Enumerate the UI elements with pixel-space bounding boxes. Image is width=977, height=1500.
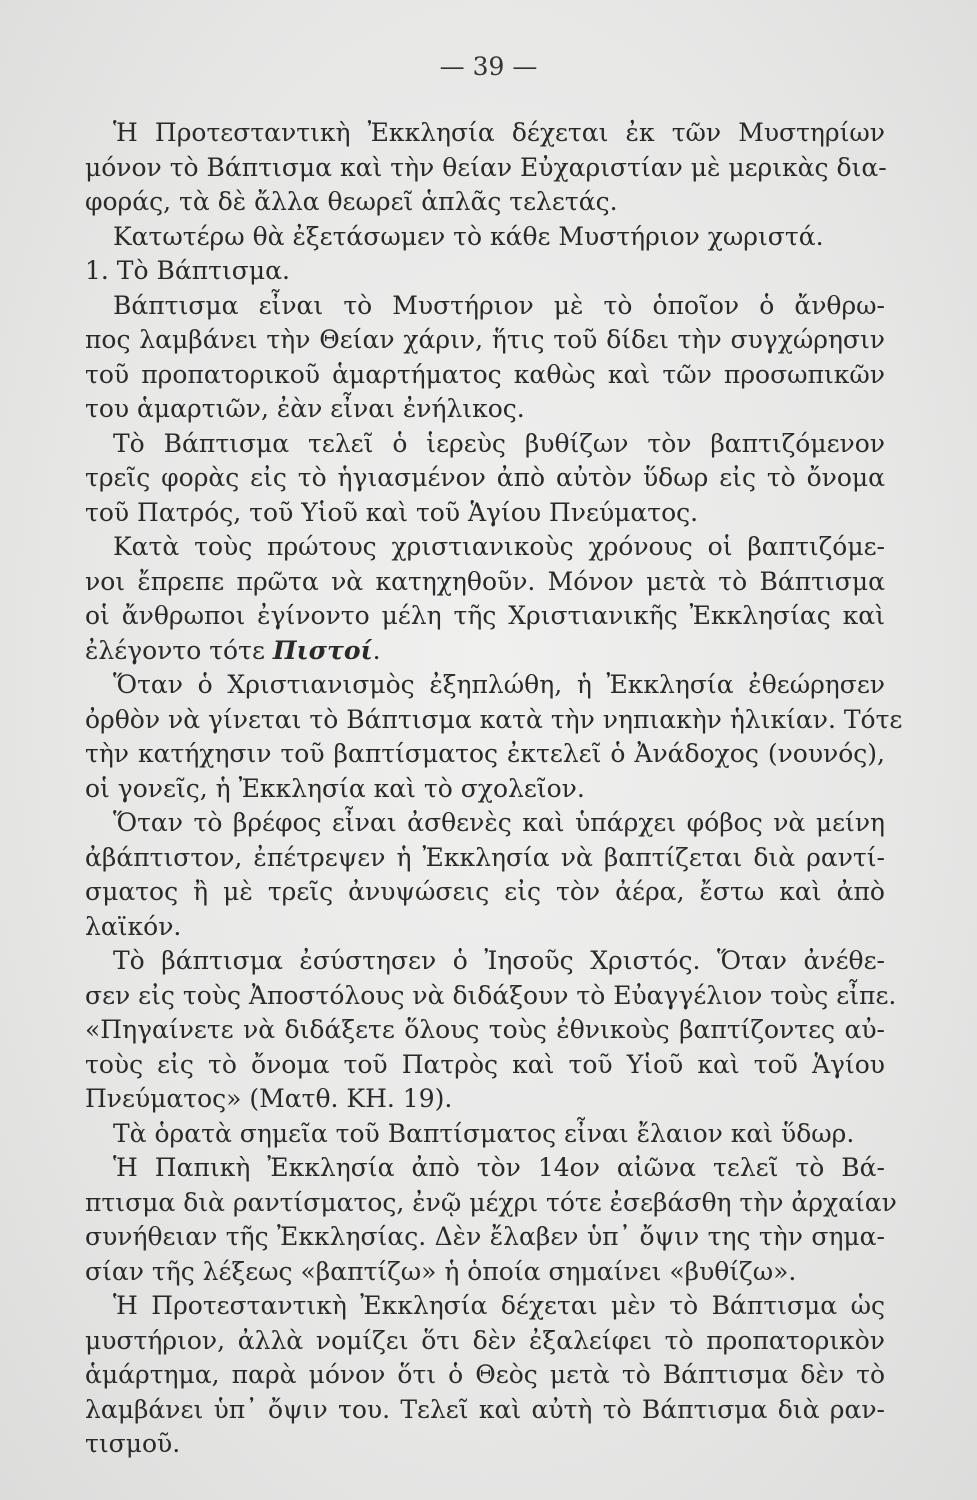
text-line: [85, 599, 885, 634]
text-line: [85, 1151, 885, 1186]
text-line: [85, 841, 885, 876]
text-line: [85, 461, 885, 496]
text-line: [85, 323, 885, 358]
text-line: [85, 634, 885, 669]
text-line-content: μυστήριον, ἀλλὰ νομίζει ὅτι δὲν ἐξαλείφει τὸ προπατορικὸν: [85, 1325, 885, 1355]
text-line-content: συνήθειαν τῆς Ἐκκλησίας. Δὲν ἔλαβεν ὑπ᾿ ὄψιν της τὴν σημα-: [85, 1222, 885, 1251]
text-line: [85, 1186, 897, 1221]
text-line-content: φοράς, τὰ δὲ ἄλλα θεωρεῖ ἁπλᾶς τελετάς.: [85, 187, 618, 216]
text-line-content: Βάπτισμα εἶναι τὸ Μυστήριον μὲ τὸ ὁποῖον ὁ ἄνθρω-: [113, 290, 885, 320]
text-line-content: Τὸ βάπτισμα ἐσύστησεν ὁ Ἰησοῦς Χριστός. Ὅταν ἀνέθε-: [113, 946, 885, 975]
text-line-content: Ἡ Προτεσταντικὴ Ἐκκλησία δέχεται ἐκ τῶν Μυστηρίων: [113, 118, 885, 147]
text-line-content: τρεῖς φορὰς εἰς τὸ ἡγιασμένον ἀπὸ αὐτὸν ὕδωρ εἰς τὸ ὄνομα: [85, 463, 885, 492]
text-line: [85, 1324, 885, 1359]
text-line-content: λαμβάνει ὑπ᾿ ὄψιν του. Τελεῖ καὶ αὐτὴ τὸ Βάπτισμα διὰ ραν-: [85, 1394, 885, 1424]
text-line: [85, 220, 885, 255]
emphasized-term: Πιστοί: [272, 635, 373, 665]
text-line: [85, 737, 885, 772]
text-line-content: Τὰ ὁρατὰ σημεῖα τοῦ Βαπτίσματος εἶναι ἔλαιον καὶ ὕδωρ.: [113, 1118, 855, 1148]
text-line: [85, 910, 885, 945]
text-line-content: Πνεύματος» (Ματθ. ΚΗ. 19).: [85, 1084, 453, 1113]
text-line-content: Τὸ Βάπτισμα τελεῖ ὁ ἱερεὺς βυθίζων τὸν βαπτιζόμενον: [113, 428, 885, 458]
text-line-content: Ἡ Παπικὴ Ἐκκλησία ἀπὸ τὸν 14ον αἰῶνα τελεῖ τὸ Βά-: [113, 1153, 885, 1182]
text-line-content: Κατωτέρω θὰ ἐξετάσωμεν τὸ κάθε Μυστήριον χωριστά.: [113, 221, 824, 251]
text-line-content: Ἡ Προτεσταντικὴ Ἐκκλησία δέχεται μὲν τὸ Βάπτισμα ὡς: [113, 1291, 885, 1320]
text-line: [85, 496, 885, 531]
text-line-content: ἐλέγοντο τότε: [85, 635, 265, 665]
text-line: [85, 1427, 885, 1462]
text-line: [85, 1117, 885, 1152]
text-line-content: τοῦ προπατορικοῦ ἁμαρτήματος καθὼς καὶ τῶν προσωπικῶν: [85, 359, 885, 389]
text-line: [85, 392, 885, 427]
text-line: [85, 1255, 885, 1290]
text-line-content: σματος ἢ μὲ τρεῖς ἀνυψώσεις εἰς τὸν ἀέρα, ἔστω καὶ ἀπὸ: [85, 877, 885, 906]
section-heading: [85, 254, 885, 289]
text-line-tail: .: [372, 635, 381, 665]
text-line-content: σίαν τῆς λέξεως «βαπτίζω» ἡ ὁποία σημαίνει «βυθίζω».: [85, 1256, 797, 1286]
text-line-content: τοῦ Πατρός, τοῦ Υἱοῦ καὶ τοῦ Ἁγίου Πνεύματος.: [85, 497, 699, 527]
text-line-content: τοὺς εἰς τὸ ὄνομα τοῦ Πατρὸς καὶ τοῦ Υἱοῦ καὶ τοῦ Ἁγίου: [85, 1049, 885, 1079]
text-line: [85, 875, 885, 910]
text-line: [85, 565, 885, 600]
text-line: [85, 358, 885, 393]
text-line: [85, 772, 885, 807]
text-line: [85, 1393, 885, 1428]
text-line: [85, 1082, 885, 1117]
text-line-content: Κατὰ τοὺς πρώτους χριστιανικοὺς χρόνους οἱ βαπτιζόμε-: [113, 532, 885, 561]
text-line-content: οἱ ἄνθρωποι ἐγίνοντο μέλη τῆς Χριστιανικῆς Ἐκκλησίας καὶ: [85, 601, 885, 630]
text-line-content: οἱ γονεῖς, ἡ Ἐκκλησία καὶ τὸ σχολεῖον.: [85, 773, 585, 803]
text-line: [85, 289, 885, 324]
text-line-content: ὀρθὸν νὰ γίνεται τὸ Βάπτισμα κατὰ τὴν νηπιακὴν ἡλικίαν. Τότε: [85, 704, 903, 734]
text-line-content: ἀβάπτιστον, ἐπέτρεψεν ἡ Ἐκκλησία νὰ βαπτίζεται διὰ ραντί-: [85, 842, 885, 872]
text-line: [85, 1289, 885, 1324]
text-line-content: ἁμάρτημα, παρὰ μόνον ὅτι ὁ Θεὸς μετὰ τὸ Βάπτισμα δὲν τὸ: [85, 1360, 885, 1389]
text-line-content: λαϊκόν.: [85, 911, 182, 941]
text-line-content: πος λαμβάνει τὴν Θείαν χάριν, ἥτις τοῦ δίδει τὴν συγχώρησιν: [85, 325, 885, 354]
text-line: [85, 530, 885, 565]
text-line-content: «Πηγαίνετε νὰ διδάξετε ὅλους τοὺς ἐθνικοὺς βαπτίζοντες αὐ-: [85, 1015, 885, 1044]
text-line-content: τὴν κατήχησιν τοῦ βαπτίσματος ἐκτελεῖ ὁ Ἀνάδοχος (νουνός),: [85, 739, 885, 768]
text-line: [85, 1220, 885, 1255]
text-line-content: Ὅταν τὸ βρέφος εἶναι ἀσθενὲς καὶ ὑπάρχει φόβος νὰ μείνη: [113, 808, 885, 837]
text-line: [85, 1048, 885, 1083]
text-line: [85, 668, 885, 703]
text-line: [85, 944, 885, 979]
text-line-content: τισμοῦ.: [85, 1429, 181, 1458]
text-line: [85, 703, 903, 738]
text-line-content: Ὅταν ὁ Χριστιανισμὸς ἐξηπλώθη, ἡ Ἐκκλησία ἐθεώρησεν: [113, 670, 885, 699]
text-line-content: 1. Τὸ Βάπτισμα.: [85, 256, 290, 285]
text-line: [85, 185, 885, 220]
text-line: [85, 979, 897, 1014]
text-line-content: σεν εἰς τοὺς Ἀποστόλους νὰ διδάξουν τὸ Εὐαγγέλιον τοὺς εἶπε.: [85, 980, 897, 1010]
page-number: — 39 —: [439, 52, 538, 81]
text-line: [85, 116, 885, 151]
text-line: [85, 806, 885, 841]
body-text: [85, 116, 903, 1462]
text-line: [85, 1013, 885, 1048]
text-line-content: πτισμα διὰ ραντίσματος, ἐνῷ μέχρι τότε ἐσεβάσθη τὴν ἀρχαίαν: [85, 1187, 897, 1217]
text-line: [85, 427, 885, 462]
text-line-content: μόνον τὸ Βάπτισμα καὶ τὴν θείαν Εὐχαριστίαν μὲ μερικὰς δια-: [85, 152, 887, 182]
text-line-content: του ἁμαρτιῶν, ἐὰν εἶναι ἐνήλικος.: [85, 394, 525, 423]
text-line: [85, 1358, 885, 1393]
text-line-content: νοι ἔπρεπε πρῶτα νὰ κατηχηθοῦν. Μόνον μετὰ τὸ Βάπτισμα: [85, 566, 885, 596]
text-line: [85, 151, 885, 186]
